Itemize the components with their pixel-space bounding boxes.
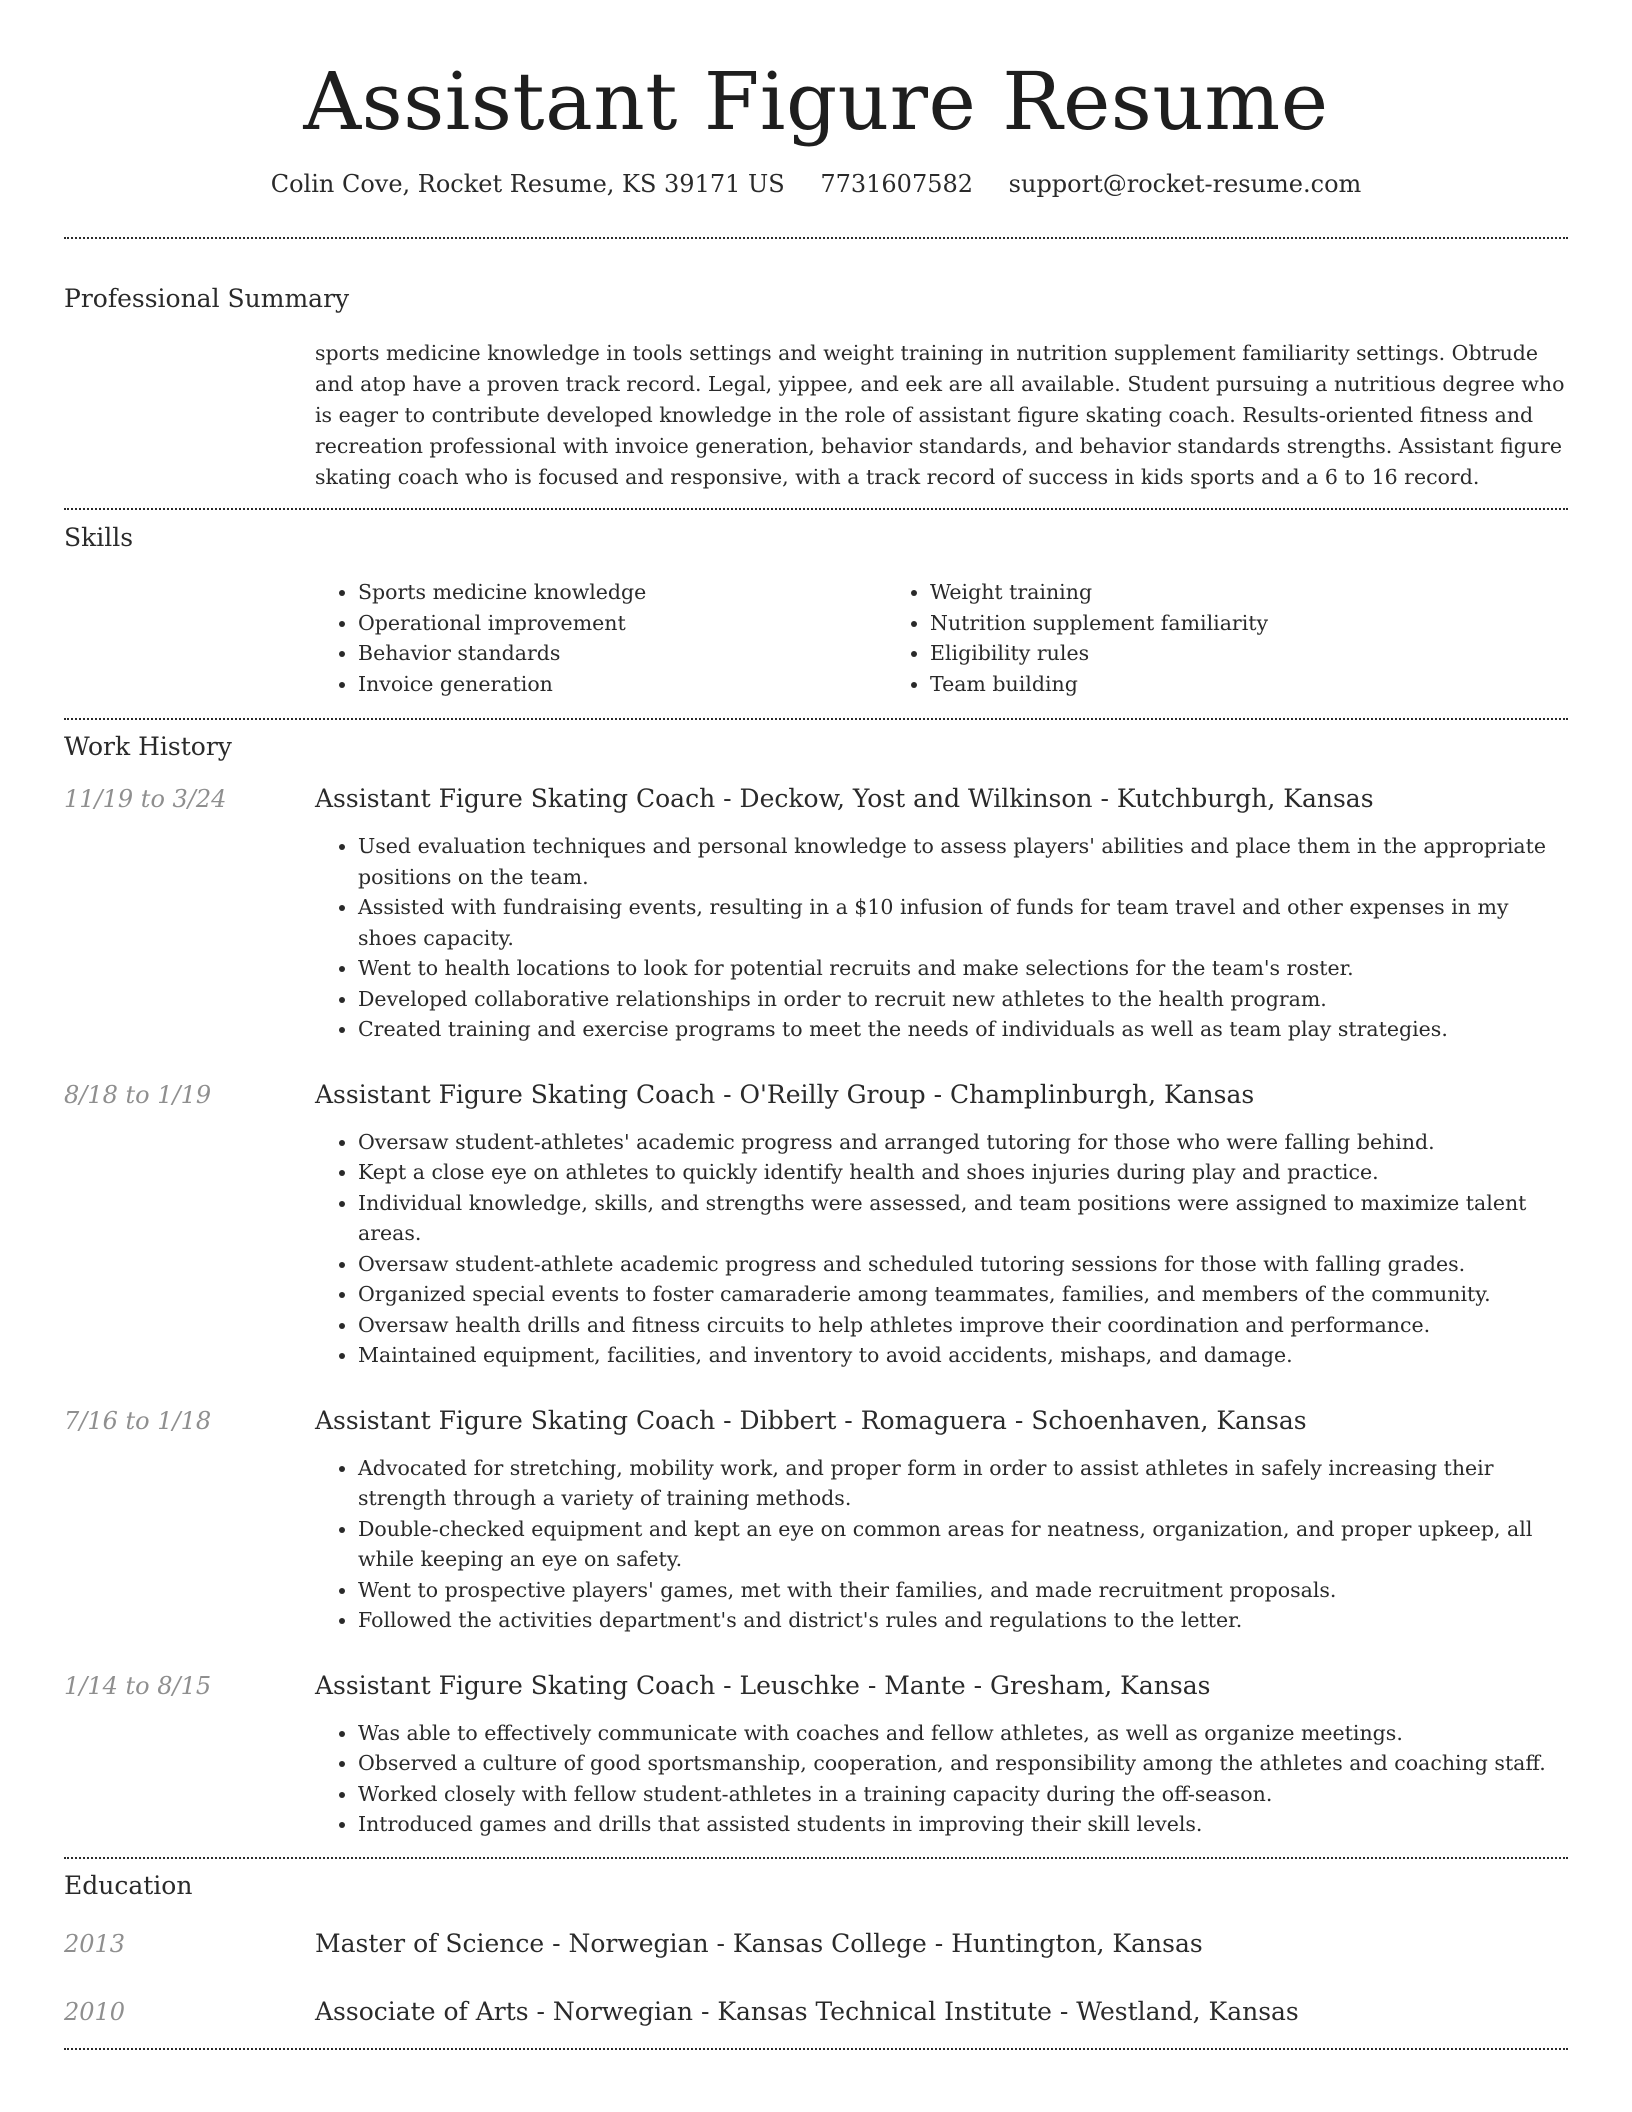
skills-list-right — [887, 577, 1459, 699]
contact-line — [64, 168, 1568, 200]
job-bullet: • Observed a culture of good sportsmanship, cooperation, and responsibility among the athletes and coaching staff. — [358, 1748, 1568, 1779]
summary-text: sports medicine knowledge in tools settings and weight training in nutrition supplement familiarity settings. Obtrude and atop have a proven track record. Legal, yippee, and eek are all available. Student pursuing a nutritious degree who is eager to contribute developed knowledge in the role of assistant figure skating coach. Results-oriented fitness and recreation professional with invoice generation, behavior standards, and behavior standards strengths. Assistant figure skating coach who is focused and responsive, with a track record of success in kids sports and a 6 to 16 record. — [315, 341, 1565, 489]
job-bullet: • Advocated for stretching, mobility work, and proper form in order to assist athletes in safely increasing their strength through a variety of training methods. — [358, 1453, 1568, 1514]
education-entry — [64, 1996, 1568, 2028]
job-title: Assistant Figure Skating Coach - Leuschke - Mante - Gresham, Kansas — [315, 1670, 1211, 1700]
education-date: 2010 — [64, 1997, 126, 2026]
summary-section — [64, 283, 1568, 493]
job-bullets — [315, 1718, 1568, 1840]
education-title: Master of Science - Norwegian - Kansas College - Huntington, Kansas — [315, 1928, 1203, 1958]
contact-phone: 7731607582 — [820, 170, 974, 198]
divider-education — [64, 2048, 1568, 2050]
skills-list-left — [315, 577, 887, 699]
job-bullet: • Went to health locations to look for potential recruits and make selections for the team's roster. — [358, 953, 1568, 984]
contact-address: Colin Cove, Rocket Resume, KS 39171 US — [270, 170, 785, 198]
job-title: Assistant Figure Skating Coach - O'Reilly Group - Champlinburgh, Kansas — [315, 1079, 1255, 1109]
job-bullet: • Introduced games and drills that assisted students in improving their skill levels. — [358, 1809, 1568, 1840]
education-date: 2013 — [64, 1929, 126, 1958]
job-entry — [64, 1670, 1568, 1840]
job-date: 1/14 to 8/15 — [64, 1671, 212, 1700]
job-date: 11/19 to 3/24 — [64, 785, 227, 813]
divider-skills — [64, 718, 1568, 720]
job-bullet: • Oversaw student-athlete academic progress and scheduled tutoring sessions for those with falling grades. — [358, 1249, 1568, 1280]
job-bullet: • Assisted with fundraising events, resulting in a $10 infusion of funds for team travel and other expenses in my shoes capacity. — [358, 892, 1568, 953]
job-bullet: • Developed collaborative relationships in order to recruit new athletes to the health program. — [358, 984, 1568, 1015]
job-bullet: • Created training and exercise programs to meet the needs of individuals as well as team play strategies. — [358, 1014, 1568, 1045]
job-bullets — [315, 1453, 1568, 1636]
skill-item: • Behavior standards — [358, 638, 887, 669]
job-bullet: • Used evaluation techniques and personal knowledge to assess players' abilities and place them in the appropriate positions on the team. — [358, 831, 1568, 892]
job-list — [64, 783, 1568, 1840]
job-bullet: • Organized special events to foster camaraderie among teammates, families, and members of the community. — [358, 1279, 1568, 1310]
education-entry — [64, 1928, 1568, 1960]
job-bullet: • Maintained equipment, facilities, and inventory to avoid accidents, mishaps, and damage. — [358, 1340, 1568, 1371]
skill-item: • Team building — [930, 669, 1459, 700]
job-bullet: • Followed the activities department's and district's rules and regulations to the letter. — [358, 1605, 1568, 1636]
summary-heading: Professional Summary — [64, 284, 350, 313]
skills-section — [64, 522, 1568, 699]
skill-item: • Weight training — [930, 577, 1459, 608]
work-section — [64, 731, 1568, 1840]
job-bullet: • Individual knowledge, skills, and strengths were assessed, and team positions were assigned to maximize talent areas. — [358, 1188, 1568, 1249]
job-title: Assistant Figure Skating Coach - Deckow, Yost and Wilkinson - Kutchburgh, Kansas — [315, 784, 1374, 813]
work-heading: Work History — [64, 732, 232, 761]
job-bullet: • Went to prospective players' games, met with their families, and made recruitment proposals. — [358, 1575, 1568, 1606]
divider-summary — [64, 508, 1568, 510]
job-bullet: • Oversaw health drills and fitness circuits to help athletes improve their coordination and performance. — [358, 1310, 1568, 1341]
skills-heading: Skills — [64, 523, 134, 552]
education-section — [64, 1870, 1568, 2028]
divider-header — [64, 237, 1568, 239]
job-bullet: • Oversaw student-athletes' academic progress and arranged tutoring for those who were falling behind. — [358, 1127, 1568, 1158]
job-entry — [64, 1405, 1568, 1636]
job-entry — [64, 1079, 1568, 1371]
education-list — [64, 1928, 1568, 2028]
job-entry — [64, 783, 1568, 1045]
job-title: Assistant Figure Skating Coach - Dibbert - Romaguera - Schoenhaven, Kansas — [315, 1405, 1307, 1435]
divider-work — [64, 1857, 1568, 1859]
job-bullets — [315, 1127, 1568, 1371]
education-heading: Education — [64, 1870, 193, 1900]
job-bullet: • Worked closely with fellow student-athletes in a training capacity during the off-season. — [358, 1779, 1568, 1810]
skill-item: • Eligibility rules — [930, 638, 1459, 669]
contact-email: support@rocket-resume.com — [1008, 170, 1362, 198]
job-bullets — [315, 831, 1568, 1045]
education-title: Associate of Arts - Norwegian - Kansas Technical Institute - Westland, Kansas — [315, 1996, 1299, 2026]
job-bullet: • Kept a close eye on athletes to quickly identify health and shoes injuries during play and practice. — [358, 1157, 1568, 1188]
job-bullet: • Was able to effectively communicate with coaches and fellow athletes, as well as organize meetings. — [358, 1718, 1568, 1749]
job-date: 8/18 to 1/19 — [64, 1080, 212, 1109]
skill-item: • Operational improvement — [358, 608, 887, 639]
resume-title: Assistant Figure Resume — [303, 55, 1329, 148]
job-date: 7/16 to 1/18 — [64, 1406, 212, 1435]
skill-item: • Nutrition supplement familiarity — [930, 608, 1459, 639]
skill-item: • Invoice generation — [358, 669, 887, 700]
job-bullet: • Double-checked equipment and kept an eye on common areas for neatness, organization, and proper upkeep, all while keeping an eye on safety. — [358, 1514, 1568, 1575]
skill-item: • Sports medicine knowledge — [358, 577, 887, 608]
